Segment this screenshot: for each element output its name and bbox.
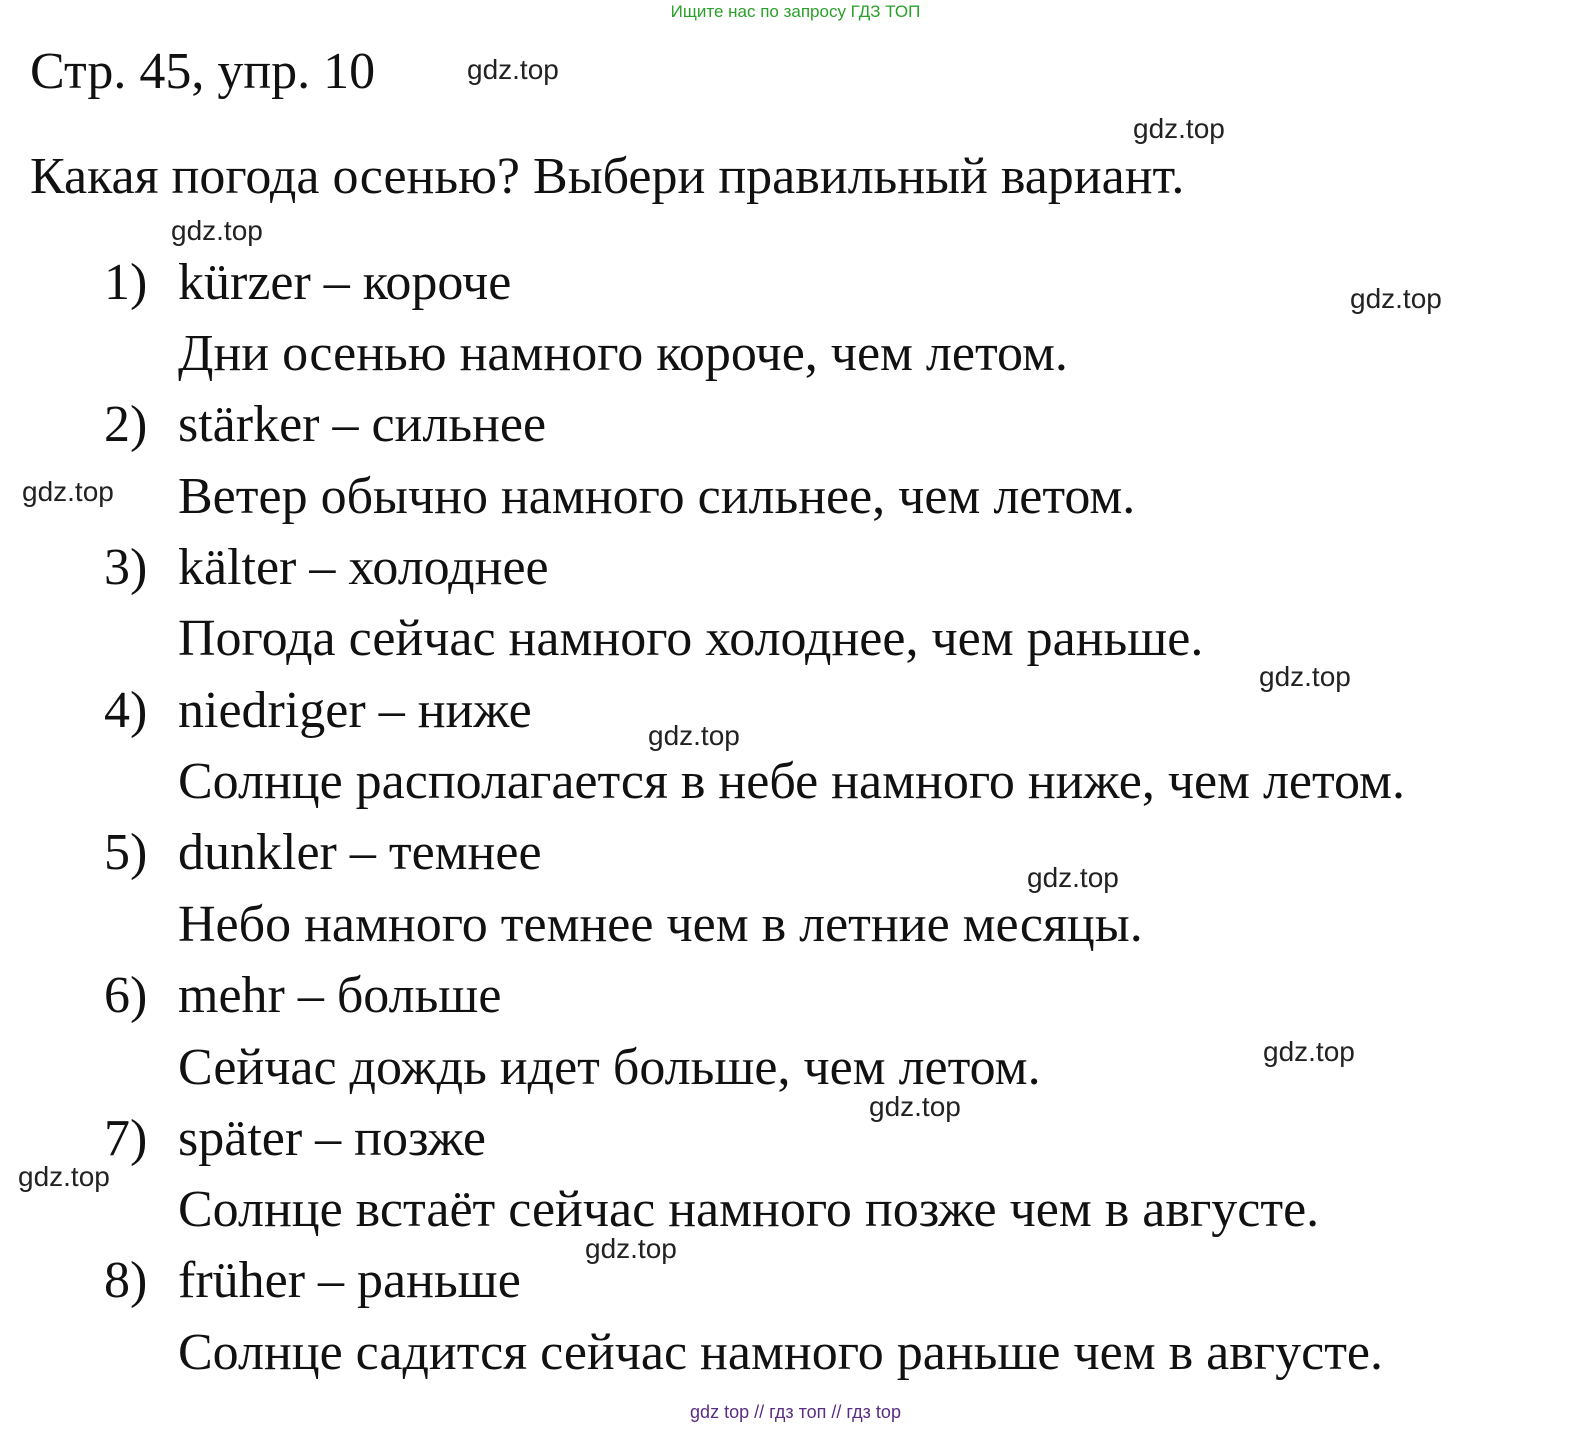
watermark: gdz.top — [18, 1161, 110, 1192]
watermark: gdz.top — [648, 720, 740, 751]
item-word: dunkler – темнее — [178, 824, 542, 881]
watermark: gdz.top — [467, 54, 559, 85]
watermark: gdz.top — [585, 1233, 677, 1264]
item-number: 3) — [104, 539, 148, 596]
watermark: gdz.top — [869, 1091, 961, 1122]
item-word: später – позже — [178, 1110, 486, 1167]
item-number: 7) — [104, 1110, 148, 1167]
task-instruction: Какая погода осенью? Выбери правильный вариант. — [30, 148, 1185, 205]
item-sentence: Погода сейчас намного холоднее, чем раньше. — [178, 610, 1204, 667]
watermark: gdz.top — [1263, 1036, 1355, 1067]
watermark: gdz.top — [1027, 862, 1119, 893]
page-title: Стр. 45, упр. 10 — [30, 43, 376, 100]
watermark: gdz.top — [22, 476, 114, 507]
item-word: stärker – сильнее — [178, 396, 547, 453]
item-number: 5) — [104, 824, 148, 881]
item-number: 4) — [104, 682, 148, 739]
item-sentence: Сейчас дождь идет больше, чем летом. — [178, 1039, 1041, 1096]
item-number: 6) — [104, 967, 148, 1024]
item-word: früher – раньше — [178, 1252, 521, 1309]
item-word: kälter – холоднее — [178, 539, 549, 596]
watermark: gdz.top — [171, 215, 263, 246]
item-number: 1) — [104, 254, 148, 311]
item-sentence: Дни осенью намного короче, чем летом. — [178, 325, 1068, 382]
item-sentence: Солнце располагается в небе намного ниже, чем летом. — [178, 753, 1405, 810]
item-word: mehr – больше — [178, 967, 502, 1024]
search-note: Ищите нас по запросу ГДЗ ТОП — [670, 2, 921, 21]
watermark: gdz.top — [1133, 113, 1225, 144]
item-word: niedriger – ниже — [178, 682, 532, 739]
item-number: 2) — [104, 396, 148, 453]
item-sentence: Небо намного темнее чем в летние месяцы. — [178, 896, 1143, 953]
watermark: gdz.top — [1350, 283, 1442, 314]
item-sentence: Солнце садится сейчас намного раньше чем в августе. — [178, 1324, 1384, 1381]
item-sentence: Ветер обычно намного сильнее, чем летом. — [178, 468, 1136, 525]
item-number: 8) — [104, 1252, 148, 1309]
item-word: kürzer – короче — [178, 254, 512, 311]
watermark: gdz.top — [1259, 661, 1351, 692]
item-sentence: Солнце встаёт сейчас намного позже чем в августе. — [178, 1181, 1320, 1238]
footer-text: gdz top // гдз топ // гдз top — [690, 1402, 901, 1422]
